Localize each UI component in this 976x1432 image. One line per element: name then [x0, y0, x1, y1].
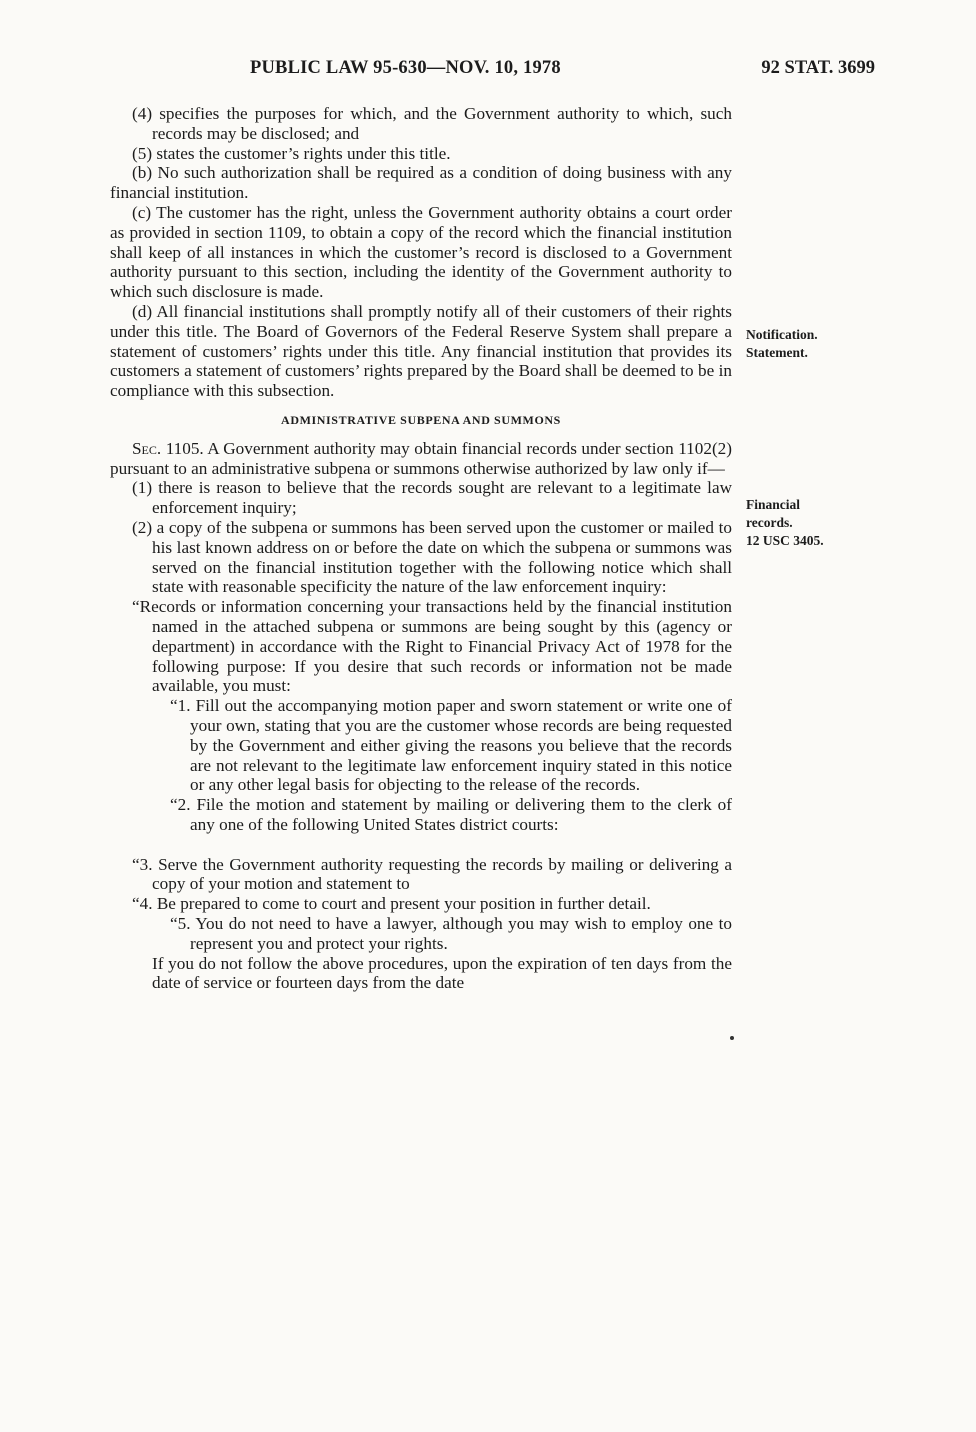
section-heading: ADMINISTRATIVE SUBPENA AND SUMMONS — [281, 412, 561, 427]
notice-text: “Records or information concerning your transactions held by the financial institution named in the attached subpena or summons are being sought by this (agency or department) in accordance with the Right to Financial Privacy Act of 1978 for the following purpose: If you desire that such records or information not be made available, you must: — [132, 597, 732, 696]
section-1105-intro — [110, 439, 732, 479]
paragraph-a4: (4) specifies the purposes for which, and the Government authority to which, such records may be disclosed; and — [132, 104, 732, 143]
paragraph-d: (d) All financial institutions shall promptly notify all of their customers of their rights under this title. The Board of Governors of the Federal Reserve System shall prepare a statement of customers’ rights under this title. Any financial institution that provides its customers a statement of customers’ rights prepared by the Board shall be deemed to be in compliance with this subsection. — [110, 301, 732, 401]
paragraph-a5: (5) states the customer’s rights under this title. — [132, 143, 451, 163]
notice-step-5: “5. You do not need to have a lawyer, although you may wish to employ one to represent you and protect your rights. — [170, 914, 732, 953]
paragraph-b: (b) No such authorization shall be required as a condition of doing business with any financial institution. — [110, 163, 732, 203]
page-header — [110, 58, 875, 84]
margin-note-financial-records: Financial records. 12 USC 3405. — [746, 497, 824, 548]
law-title: PUBLIC LAW 95-630—NOV. 10, 1978 — [250, 58, 561, 78]
court-list-blank — [110, 835, 732, 855]
clause-1: (1) there is reason to believe that the records sought are relevant to a legitimate law enforcement inquiry; — [132, 478, 732, 518]
notice-step-3: “3. Serve the Government authority requesting the records by mailing or delivering a copy of your motion and statement to — [132, 854, 732, 894]
clause-2: (2) a copy of the subpena or summons has been served upon the customer or mailed to his last known address on or before the date on which the subpena or summons was served on the financial institution together with the following notice which shall state with reasonable specificity the nature of the law enforcement inquiry: — [132, 517, 732, 597]
notice-closing: If you do not follow the above procedures, upon the expiration of ten days from the date of service or fourteen days from the date — [152, 953, 732, 993]
notice-step-2: “2. File the motion and statement by mailing or delivering them to the clerk of any one of the following United States district courts: — [170, 795, 732, 834]
main-text — [110, 104, 732, 993]
stat-reference: 92 STAT. 3699 — [761, 58, 875, 78]
sec-label: Sec. — [132, 438, 162, 458]
notice-step-1: “1. Fill out the accompanying motion paper and sworn statement or write one of your own, stating that you are the customer whose records are being requested by the Government and either giving the reasons you believe that the records are not relevant to the legitimate law enforcement inquiry stated in this notice or any other legal basis for objecting to the release of the records. — [170, 696, 732, 795]
stray-mark — [730, 1036, 734, 1040]
section-1105-text: 1105. A Government authority may obtain financial records under section 1102(2) pursuant to an administrative subpena or summons otherwise authorized by law only if— — [110, 438, 732, 478]
margin-note-notification: Notification. Statement. — [746, 327, 818, 360]
notice-step-4: “4. Be prepared to come to court and present your position in further detail. — [132, 894, 651, 914]
paragraph-c: (c) The customer has the right, unless the Government authority obtains a court order as provided in section 1109, to obtain a copy of the record which the financial institution shall keep of all instances in which the customer’s record is disclosed to a Government authority pursuant to this section, including the identity of the Government authority to which such disclosure is made. — [110, 202, 732, 302]
